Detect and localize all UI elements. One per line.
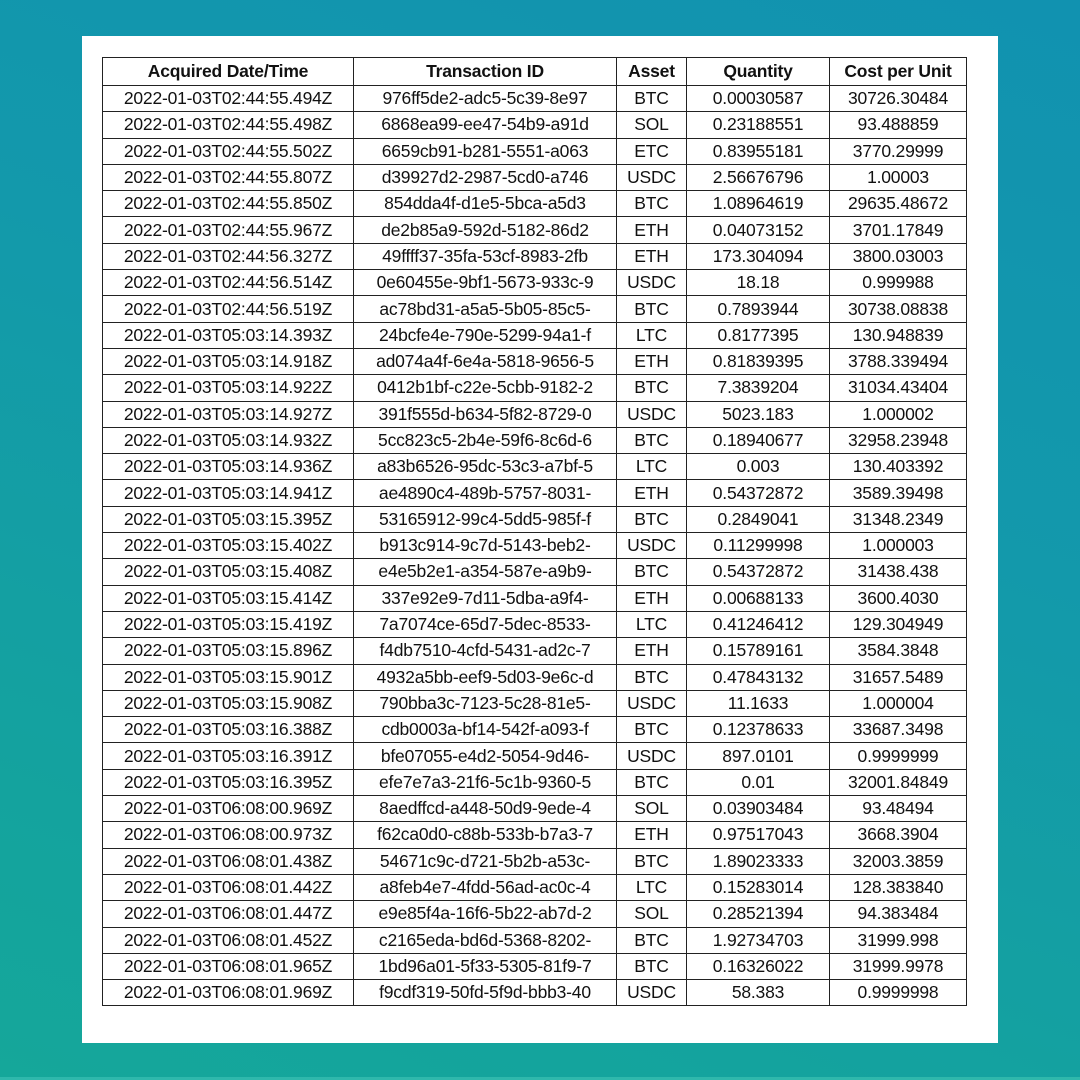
cell-asset: ETH	[617, 822, 687, 848]
cell-cost-per-unit: 32003.3859	[830, 848, 967, 874]
cell-transaction-id: e9e85f4a-16f6-5b22-ab7d-2	[354, 901, 617, 927]
cell-acquired-date-time: 2022-01-03T02:44:55.494Z	[103, 86, 354, 112]
table-row	[103, 743, 967, 769]
cell-acquired-date-time: 2022-01-03T06:08:01.969Z	[103, 980, 354, 1006]
table-row	[103, 138, 967, 164]
cell-cost-per-unit: 3770.29999	[830, 138, 967, 164]
cell-asset: BTC	[617, 927, 687, 953]
cell-acquired-date-time: 2022-01-03T02:44:55.807Z	[103, 164, 354, 190]
document-card	[82, 36, 998, 1043]
cell-quantity: 0.04073152	[687, 217, 830, 243]
cell-quantity: 0.7893944	[687, 296, 830, 322]
cell-transaction-id: f9cdf319-50fd-5f9d-bbb3-40	[354, 980, 617, 1006]
cell-asset: ETC	[617, 138, 687, 164]
cell-acquired-date-time: 2022-01-03T02:44:56.327Z	[103, 243, 354, 269]
cell-asset: BTC	[617, 375, 687, 401]
cell-transaction-id: 53165912-99c4-5dd5-985f-f	[354, 506, 617, 532]
table-row	[103, 164, 967, 190]
table-row	[103, 717, 967, 743]
cell-asset: USDC	[617, 401, 687, 427]
cell-asset: USDC	[617, 533, 687, 559]
cell-quantity: 7.3839204	[687, 375, 830, 401]
cell-acquired-date-time: 2022-01-03T02:44:55.967Z	[103, 217, 354, 243]
table-row	[103, 638, 967, 664]
cell-asset: BTC	[617, 664, 687, 690]
cell-quantity: 0.15789161	[687, 638, 830, 664]
cell-quantity: 0.03903484	[687, 796, 830, 822]
table-row	[103, 454, 967, 480]
table-row	[103, 559, 967, 585]
cell-transaction-id: ad074a4f-6e4a-5818-9656-5	[354, 348, 617, 374]
cell-acquired-date-time: 2022-01-03T02:44:56.514Z	[103, 270, 354, 296]
cell-transaction-id: ac78bd31-a5a5-5b05-85c5-	[354, 296, 617, 322]
cell-asset: BTC	[617, 717, 687, 743]
table-row	[103, 796, 967, 822]
cell-quantity: 0.97517043	[687, 822, 830, 848]
cell-transaction-id: 0e60455e-9bf1-5673-933c-9	[354, 270, 617, 296]
cell-quantity: 0.81839395	[687, 348, 830, 374]
cell-acquired-date-time: 2022-01-03T05:03:15.896Z	[103, 638, 354, 664]
table-row	[103, 112, 967, 138]
cell-quantity: 0.23188551	[687, 112, 830, 138]
table-row	[103, 348, 967, 374]
cell-transaction-id: c2165eda-bd6d-5368-8202-	[354, 927, 617, 953]
table-row	[103, 848, 967, 874]
cell-transaction-id: 6868ea99-ee47-54b9-a91d	[354, 112, 617, 138]
cell-acquired-date-time: 2022-01-03T06:08:01.965Z	[103, 953, 354, 979]
header-cost-per-unit: Cost per Unit	[830, 58, 967, 86]
cell-cost-per-unit: 31348.2349	[830, 506, 967, 532]
cell-quantity: 11.1633	[687, 690, 830, 716]
cell-acquired-date-time: 2022-01-03T05:03:16.395Z	[103, 769, 354, 795]
cell-transaction-id: de2b85a9-592d-5182-86d2	[354, 217, 617, 243]
cell-transaction-id: a83b6526-95dc-53c3-a7bf-5	[354, 454, 617, 480]
cell-asset: BTC	[617, 769, 687, 795]
cell-asset: SOL	[617, 901, 687, 927]
header-transaction-id: Transaction ID	[354, 58, 617, 86]
cell-cost-per-unit: 0.9999999	[830, 743, 967, 769]
cell-cost-per-unit: 1.00003	[830, 164, 967, 190]
cell-acquired-date-time: 2022-01-03T05:03:15.395Z	[103, 506, 354, 532]
cell-cost-per-unit: 130.948839	[830, 322, 967, 348]
cell-quantity: 1.92734703	[687, 927, 830, 953]
cell-acquired-date-time: 2022-01-03T06:08:01.452Z	[103, 927, 354, 953]
cell-cost-per-unit: 1.000003	[830, 533, 967, 559]
cell-acquired-date-time: 2022-01-03T05:03:15.419Z	[103, 611, 354, 637]
cell-asset: LTC	[617, 454, 687, 480]
cell-cost-per-unit: 31438.438	[830, 559, 967, 585]
cell-acquired-date-time: 2022-01-03T06:08:01.442Z	[103, 874, 354, 900]
cell-quantity: 0.83955181	[687, 138, 830, 164]
cell-transaction-id: f4db7510-4cfd-5431-ad2c-7	[354, 638, 617, 664]
cell-cost-per-unit: 3584.3848	[830, 638, 967, 664]
cell-quantity: 0.15283014	[687, 874, 830, 900]
cell-quantity: 0.8177395	[687, 322, 830, 348]
cell-acquired-date-time: 2022-01-03T05:03:15.901Z	[103, 664, 354, 690]
cell-transaction-id: 24bcfe4e-790e-5299-94a1-f	[354, 322, 617, 348]
cell-quantity: 173.304094	[687, 243, 830, 269]
table-row	[103, 822, 967, 848]
cell-quantity: 0.00688133	[687, 585, 830, 611]
cell-transaction-id: d39927d2-2987-5cd0-a746	[354, 164, 617, 190]
cell-cost-per-unit: 93.48494	[830, 796, 967, 822]
cell-transaction-id: a8feb4e7-4fdd-56ad-ac0c-4	[354, 874, 617, 900]
table-header-row	[103, 58, 967, 86]
table-row	[103, 927, 967, 953]
cell-asset: ETH	[617, 638, 687, 664]
cell-quantity: 0.01	[687, 769, 830, 795]
cell-acquired-date-time: 2022-01-03T05:03:16.388Z	[103, 717, 354, 743]
cell-cost-per-unit: 31657.5489	[830, 664, 967, 690]
cell-acquired-date-time: 2022-01-03T05:03:16.391Z	[103, 743, 354, 769]
cell-transaction-id: 1bd96a01-5f33-5305-81f9-7	[354, 953, 617, 979]
cell-transaction-id: 6659cb91-b281-5551-a063	[354, 138, 617, 164]
cell-asset: ETH	[617, 348, 687, 374]
cell-quantity: 18.18	[687, 270, 830, 296]
cell-cost-per-unit: 3788.339494	[830, 348, 967, 374]
cell-cost-per-unit: 3800.03003	[830, 243, 967, 269]
cell-transaction-id: 5cc823c5-2b4e-59f6-8c6d-6	[354, 427, 617, 453]
cell-quantity: 0.54372872	[687, 559, 830, 585]
cell-acquired-date-time: 2022-01-03T05:03:14.922Z	[103, 375, 354, 401]
cell-transaction-id: 790bba3c-7123-5c28-81e5-	[354, 690, 617, 716]
cell-acquired-date-time: 2022-01-03T02:44:55.502Z	[103, 138, 354, 164]
cell-cost-per-unit: 32001.84849	[830, 769, 967, 795]
cell-cost-per-unit: 33687.3498	[830, 717, 967, 743]
cell-transaction-id: bfe07055-e4d2-5054-9d46-	[354, 743, 617, 769]
table-row	[103, 769, 967, 795]
cell-cost-per-unit: 94.383484	[830, 901, 967, 927]
cell-transaction-id: 8aedffcd-a448-50d9-9ede-4	[354, 796, 617, 822]
cell-cost-per-unit: 29635.48672	[830, 191, 967, 217]
table-row	[103, 874, 967, 900]
cell-cost-per-unit: 93.488859	[830, 112, 967, 138]
table-row	[103, 217, 967, 243]
cell-acquired-date-time: 2022-01-03T05:03:15.408Z	[103, 559, 354, 585]
cell-quantity: 58.383	[687, 980, 830, 1006]
cell-cost-per-unit: 0.9999998	[830, 980, 967, 1006]
cell-quantity: 1.89023333	[687, 848, 830, 874]
cell-asset: ETH	[617, 217, 687, 243]
cell-asset: USDC	[617, 980, 687, 1006]
cell-cost-per-unit: 32958.23948	[830, 427, 967, 453]
cell-quantity: 0.2849041	[687, 506, 830, 532]
cell-transaction-id: 854dda4f-d1e5-5bca-a5d3	[354, 191, 617, 217]
cell-asset: BTC	[617, 953, 687, 979]
cell-asset: ETH	[617, 243, 687, 269]
cell-cost-per-unit: 130.403392	[830, 454, 967, 480]
cell-asset: BTC	[617, 86, 687, 112]
cell-quantity: 2.56676796	[687, 164, 830, 190]
cell-cost-per-unit: 3668.3904	[830, 822, 967, 848]
table-row	[103, 427, 967, 453]
cell-cost-per-unit: 1.000002	[830, 401, 967, 427]
cell-cost-per-unit: 31034.43404	[830, 375, 967, 401]
cell-asset: LTC	[617, 611, 687, 637]
cell-asset: ETH	[617, 480, 687, 506]
table-row	[103, 690, 967, 716]
cell-acquired-date-time: 2022-01-03T05:03:14.927Z	[103, 401, 354, 427]
cell-quantity: 0.003	[687, 454, 830, 480]
cell-cost-per-unit: 1.000004	[830, 690, 967, 716]
cell-transaction-id: 49ffff37-35fa-53cf-8983-2fb	[354, 243, 617, 269]
cell-quantity: 0.47843132	[687, 664, 830, 690]
table-row	[103, 86, 967, 112]
cell-asset: BTC	[617, 506, 687, 532]
cell-cost-per-unit: 128.383840	[830, 874, 967, 900]
cell-cost-per-unit: 31999.9978	[830, 953, 967, 979]
cell-asset: USDC	[617, 164, 687, 190]
table-row	[103, 401, 967, 427]
cell-cost-per-unit: 3701.17849	[830, 217, 967, 243]
cell-acquired-date-time: 2022-01-03T05:03:15.414Z	[103, 585, 354, 611]
table-row	[103, 480, 967, 506]
cell-quantity: 5023.183	[687, 401, 830, 427]
cell-asset: BTC	[617, 559, 687, 585]
table-body	[103, 86, 967, 1006]
table-row	[103, 243, 967, 269]
cell-asset: USDC	[617, 743, 687, 769]
cell-acquired-date-time: 2022-01-03T02:44:56.519Z	[103, 296, 354, 322]
table-row	[103, 322, 967, 348]
cell-acquired-date-time: 2022-01-03T05:03:14.936Z	[103, 454, 354, 480]
cell-asset: ETH	[617, 585, 687, 611]
cell-acquired-date-time: 2022-01-03T05:03:14.393Z	[103, 322, 354, 348]
table-row	[103, 585, 967, 611]
cell-transaction-id: efe7e7a3-21f6-5c1b-9360-5	[354, 769, 617, 795]
cell-cost-per-unit: 129.304949	[830, 611, 967, 637]
cell-transaction-id: ae4890c4-489b-5757-8031-	[354, 480, 617, 506]
cell-cost-per-unit: 30738.08838	[830, 296, 967, 322]
cell-cost-per-unit: 31999.998	[830, 927, 967, 953]
cell-cost-per-unit: 3589.39498	[830, 480, 967, 506]
table-row	[103, 980, 967, 1006]
cell-quantity: 0.28521394	[687, 901, 830, 927]
cell-transaction-id: 337e92e9-7d11-5dba-a9f4-	[354, 585, 617, 611]
cell-transaction-id: 7a7074ce-65d7-5dec-8533-	[354, 611, 617, 637]
cell-quantity: 0.54372872	[687, 480, 830, 506]
cell-cost-per-unit: 30726.30484	[830, 86, 967, 112]
cell-asset: BTC	[617, 848, 687, 874]
cell-transaction-id: e4e5b2e1-a354-587e-a9b9-	[354, 559, 617, 585]
cell-transaction-id: 391f555d-b634-5f82-8729-0	[354, 401, 617, 427]
cell-acquired-date-time: 2022-01-03T05:03:15.908Z	[103, 690, 354, 716]
cell-acquired-date-time: 2022-01-03T05:03:14.941Z	[103, 480, 354, 506]
header-acquired-date-time: Acquired Date/Time	[103, 58, 354, 86]
table-row	[103, 664, 967, 690]
cell-acquired-date-time: 2022-01-03T05:03:14.932Z	[103, 427, 354, 453]
cell-cost-per-unit: 0.999988	[830, 270, 967, 296]
cell-quantity: 897.0101	[687, 743, 830, 769]
table-row	[103, 375, 967, 401]
cell-asset: LTC	[617, 874, 687, 900]
cell-quantity: 0.11299998	[687, 533, 830, 559]
cell-quantity: 0.41246412	[687, 611, 830, 637]
cell-transaction-id: 0412b1bf-c22e-5cbb-9182-2	[354, 375, 617, 401]
cell-asset: BTC	[617, 191, 687, 217]
cell-acquired-date-time: 2022-01-03T05:03:15.402Z	[103, 533, 354, 559]
cell-acquired-date-time: 2022-01-03T05:03:14.918Z	[103, 348, 354, 374]
cell-cost-per-unit: 3600.4030	[830, 585, 967, 611]
cell-transaction-id: 54671c9c-d721-5b2b-a53c-	[354, 848, 617, 874]
table-row	[103, 270, 967, 296]
cell-asset: LTC	[617, 322, 687, 348]
table-row	[103, 901, 967, 927]
cell-transaction-id: cdb0003a-bf14-542f-a093-f	[354, 717, 617, 743]
header-quantity: Quantity	[687, 58, 830, 86]
cell-quantity: 0.18940677	[687, 427, 830, 453]
cell-asset: SOL	[617, 796, 687, 822]
transactions-table	[102, 57, 967, 1006]
cell-acquired-date-time: 2022-01-03T06:08:00.973Z	[103, 822, 354, 848]
cell-transaction-id: 976ff5de2-adc5-5c39-8e97	[354, 86, 617, 112]
cell-acquired-date-time: 2022-01-03T06:08:01.438Z	[103, 848, 354, 874]
cell-quantity: 0.12378633	[687, 717, 830, 743]
cell-acquired-date-time: 2022-01-03T06:08:01.447Z	[103, 901, 354, 927]
table-row	[103, 611, 967, 637]
cell-asset: SOL	[617, 112, 687, 138]
cell-acquired-date-time: 2022-01-03T02:44:55.498Z	[103, 112, 354, 138]
table-row	[103, 533, 967, 559]
cell-quantity: 0.16326022	[687, 953, 830, 979]
cell-acquired-date-time: 2022-01-03T02:44:55.850Z	[103, 191, 354, 217]
cell-transaction-id: 4932a5bb-eef9-5d03-9e6c-d	[354, 664, 617, 690]
table-row	[103, 506, 967, 532]
cell-asset: BTC	[617, 296, 687, 322]
header-asset: Asset	[617, 58, 687, 86]
cell-acquired-date-time: 2022-01-03T06:08:00.969Z	[103, 796, 354, 822]
table-row	[103, 953, 967, 979]
cell-quantity: 0.00030587	[687, 86, 830, 112]
cell-transaction-id: b913c914-9c7d-5143-beb2-	[354, 533, 617, 559]
cell-asset: USDC	[617, 690, 687, 716]
table-row	[103, 296, 967, 322]
cell-asset: BTC	[617, 427, 687, 453]
cell-asset: USDC	[617, 270, 687, 296]
cell-transaction-id: f62ca0d0-c88b-533b-b7a3-7	[354, 822, 617, 848]
cell-quantity: 1.08964619	[687, 191, 830, 217]
table-row	[103, 191, 967, 217]
